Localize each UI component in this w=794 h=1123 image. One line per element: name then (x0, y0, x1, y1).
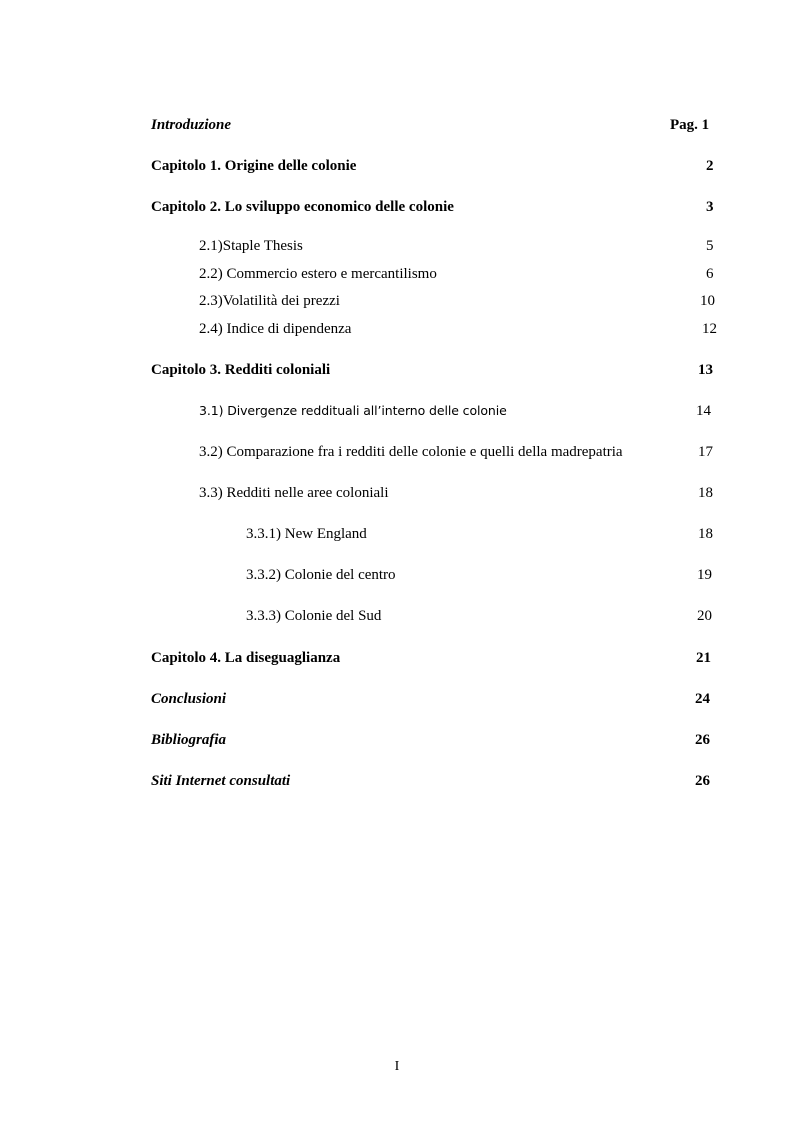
toc-page-number: 10 (700, 293, 715, 309)
toc-page-number: 5 (706, 238, 714, 254)
toc-page-number: 26 (695, 732, 710, 748)
toc-label: Capitolo 1. Origine delle colonie (151, 158, 357, 174)
toc-label: 3.3.3) Colonie del Sud (246, 608, 382, 624)
toc-page-number: 14 (696, 403, 711, 419)
toc-label: Capitolo 4. La diseguaglianza (151, 650, 341, 666)
toc-label: 3.3) Redditi nelle aree coloniali (199, 485, 389, 501)
toc-label: Bibliografia (151, 732, 227, 748)
toc-page-number: 20 (697, 608, 712, 624)
toc-page-number: 13 (698, 362, 713, 378)
toc-label: 2.2) Commercio estero e mercantilismo (199, 266, 437, 282)
toc-label: 3.2) Comparazione fra i redditi delle colonie e quelli della madrepatria (199, 444, 623, 460)
toc-page-number: 17 (698, 444, 713, 460)
toc-page-number: 3 (706, 199, 714, 215)
toc-label: 3.3.2) Colonie del centro (246, 567, 396, 583)
toc-label: 2.1)Staple Thesis (199, 238, 303, 254)
toc-page-number: Pag. 1 (670, 117, 710, 133)
toc-page-number: 18 (698, 526, 713, 542)
toc-label: Introduzione (151, 117, 232, 133)
toc-page-number: 6 (706, 266, 714, 282)
page-number: I (394, 1059, 400, 1074)
toc-page-number: 2 (706, 158, 714, 174)
toc-page-number: 26 (695, 773, 710, 789)
toc-label: Siti Internet consultati (151, 773, 291, 789)
toc-page-number: 24 (695, 691, 710, 707)
toc-label: 2.4) Indice di dipendenza (199, 321, 352, 337)
toc-label: 3.1) Divergenze reddituali all’interno delle colonie (199, 403, 507, 418)
toc-label: Conclusioni (151, 691, 227, 707)
toc-page-number: 19 (697, 567, 712, 583)
toc-page-number: 21 (696, 650, 711, 666)
toc-page-number: 18 (698, 485, 713, 501)
toc-label: Capitolo 2. Lo sviluppo economico delle colonie (151, 199, 454, 215)
toc-label: Capitolo 3. Redditi coloniali (151, 362, 331, 378)
toc-page-number: 12 (702, 321, 717, 337)
toc-label: 2.3)Volatilità dei prezzi (199, 293, 340, 309)
toc-label: 3.3.1) New England (246, 526, 367, 542)
